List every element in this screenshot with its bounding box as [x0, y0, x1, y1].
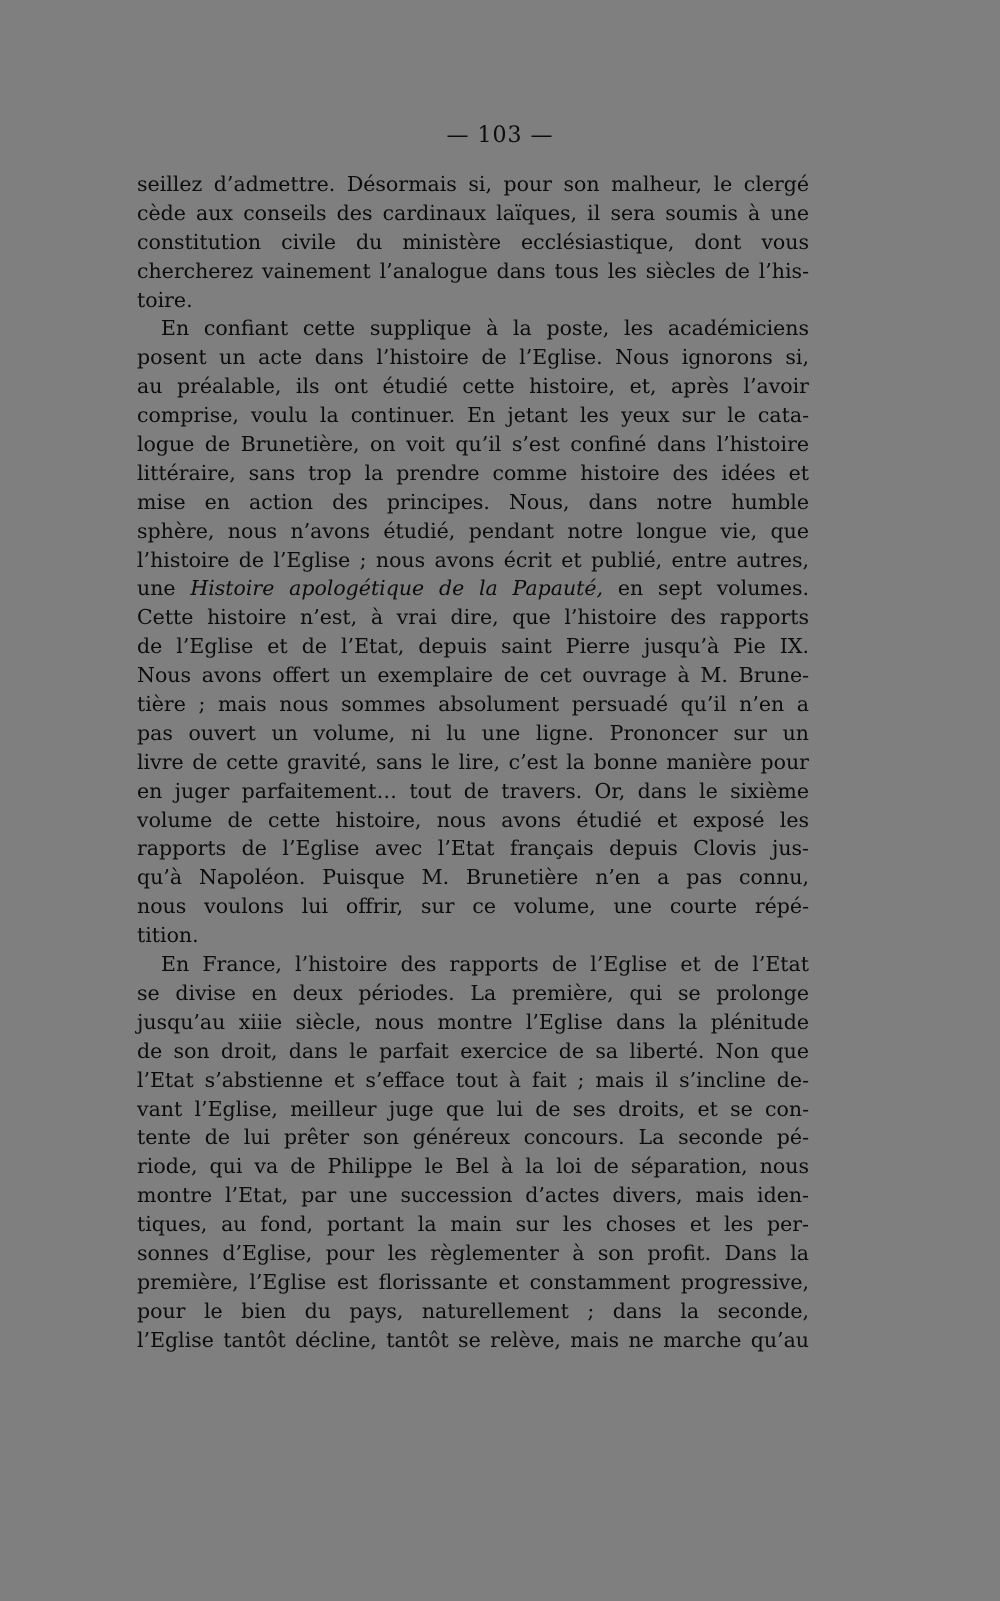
text-line: pas ouvert un volume, ni lu une ligne. Prononcer sur un — [137, 720, 809, 745]
text-line: l’Etat s’abstienne et s’efface tout à fait ; mais il s’incline de- — [137, 1067, 809, 1092]
text-line — [137, 574, 809, 603]
text-line: l’histoire de l’Eglise ; nous avons écrit et publié, entre autres, — [137, 547, 809, 572]
text-line: littéraire, sans trop la prendre comme histoire des idées et — [137, 460, 809, 485]
text-line: tition. — [137, 923, 199, 948]
text-line: sphère, nous n’avons étudié, pendant notre longue vie, que — [137, 518, 809, 543]
text-line: logue de Brunetière, on voit qu’il s’est confiné dans l’histoire — [137, 432, 809, 457]
text-line: rapports de l’Eglise avec l’Etat français depuis Clovis jus- — [137, 836, 809, 861]
text-line: chercherez vainement l’analogue dans tous les siècles de l’his- — [137, 258, 809, 283]
text-line: jusqu’au xiiie siècle, nous montre l’Eglise dans la plénitude — [137, 1009, 809, 1034]
text-line: tente de lui prêter son généreux concours. La seconde pé- — [137, 1125, 809, 1150]
text-line: sonnes d’Eglise, pour les règlementer à son profit. Dans la — [137, 1240, 809, 1265]
text-line: au préalable, ils ont étudié cette histoire, et, après l’avoir — [137, 374, 809, 399]
text-line: seillez d’admettre. Désormais si, pour son malheur, le clergé — [137, 172, 809, 196]
text-line: constitution civile du ministère ecclésiastique, dont vous — [137, 229, 809, 254]
text-line: vant l’Eglise, meilleur juge que lui de ses droits, et se con- — [137, 1096, 809, 1121]
text-line: comprise, voulu la continuer. En jetant les yeux sur le cata- — [137, 403, 809, 428]
text-line: tière ; mais nous sommes absolument persuadé qu’il n’en a — [137, 692, 809, 717]
text-line: Cette histoire n’est, à vrai dire, que l’histoire des rapports — [137, 605, 809, 630]
text-line: qu’à Napoléon. Puisque M. Brunetière n’en a pas connu, — [137, 865, 809, 890]
text-line: mise en action des principes. Nous, dans notre humble — [137, 489, 809, 514]
text-line: se divise en deux périodes. La première, qui se prolonge — [137, 980, 809, 1005]
text-line: cède aux conseils des cardinaux laïques, il sera soumis à une — [137, 200, 809, 225]
text-line: de son droit, dans le parfait exercice de sa liberté. Non que — [137, 1038, 809, 1063]
text-line: livre de cette gravité, sans le lire, c’est la bonne manière pour — [137, 749, 809, 774]
text-line: posent un acte dans l’histoire de l’Eglise. Nous ignorons si, — [137, 345, 809, 370]
page-body-text — [137, 170, 809, 1355]
text-line: pour le bien du pays, naturellement ; dans la seconde, — [137, 1298, 809, 1323]
text-line: de l’Eglise et de l’Etat, depuis saint Pierre jusqu’à Pie IX. — [137, 634, 809, 659]
book-title: Histoire apologétique de la Papauté, — [190, 576, 604, 601]
text-segment: une — [137, 576, 191, 601]
text-line: montre l’Etat, par une succession d’actes divers, mais iden- — [137, 1183, 809, 1208]
text-line: riode, qui va de Philippe le Bel à la loi de séparation, nous — [137, 1154, 809, 1179]
text-line: tiques, au fond, portant la main sur les choses et les per- — [137, 1212, 809, 1237]
text-line: En France, l’histoire des rapports de l’Eglise et de l’Etat — [161, 952, 809, 977]
text-line: première, l’Eglise est florissante et constamment progressive, — [137, 1269, 809, 1294]
text-line: nous voulons lui offrir, sur ce volume, une courte répé- — [137, 894, 809, 919]
text-segment: en sept volumes. — [603, 576, 809, 601]
text-line: l’Eglise tantôt décline, tantôt se relève, mais ne marche qu’au — [137, 1327, 809, 1352]
text-line: volume de cette histoire, nous avons étudié et exposé les — [137, 807, 809, 832]
page-number: — 103 — — [446, 123, 554, 148]
text-line: toire. — [137, 287, 193, 312]
text-line: en juger parfaitement… tout de travers. Or, dans le sixième — [137, 778, 809, 803]
text-line: Nous avons offert un exemplaire de cet ouvrage à M. Brune- — [137, 663, 809, 688]
text-line: En confiant cette supplique à la poste, les académiciens — [161, 316, 809, 341]
